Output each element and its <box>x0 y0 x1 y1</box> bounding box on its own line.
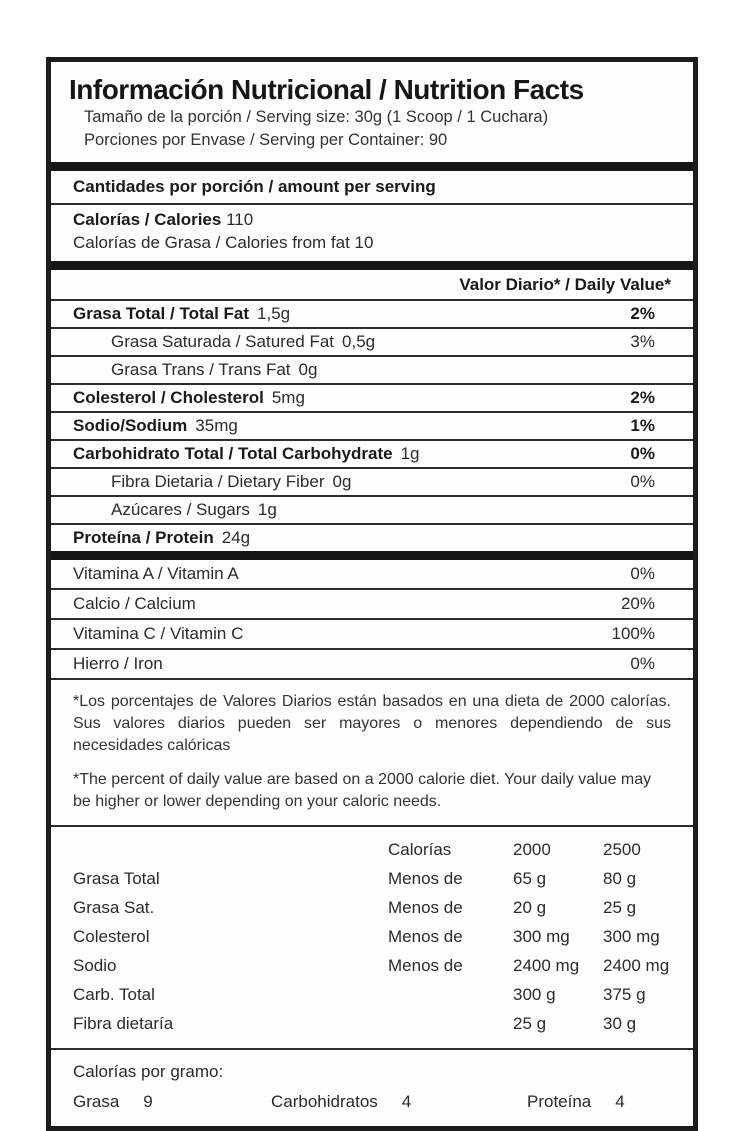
divider-bar-middle <box>51 261 693 270</box>
nutrient-amount: 1g <box>257 500 277 519</box>
nutrient-amount: 5mg <box>271 388 305 407</box>
nutrient-label-wrap <box>111 471 351 493</box>
reference-table <box>51 825 693 1048</box>
reference-table-row <box>73 922 673 951</box>
calories-per-gram-section <box>51 1048 693 1126</box>
footnotes <box>51 680 693 825</box>
nutrient-label: Grasa Trans / Trans Fat <box>111 360 291 379</box>
ref-cell-2500: 2400 mg <box>603 956 670 975</box>
nutrient-amount: 24g <box>221 528 251 547</box>
nutrient-label-wrap <box>111 499 277 521</box>
reference-table-row <box>73 864 673 893</box>
vitamin-label: Hierro / Iron <box>73 654 163 673</box>
vitamin-row <box>51 620 693 650</box>
nutrient-daily-value: 2% <box>630 388 655 407</box>
ref-cell-condition: Menos de <box>388 927 463 946</box>
ref-cell-2000: 25 g <box>513 1014 547 1033</box>
amount-per-serving-header: Cantidades por porción / amount per serving <box>51 171 693 205</box>
ref-header-calories: Calorías <box>388 840 452 859</box>
nutrient-daily-value: 1% <box>630 416 655 435</box>
ref-cell-2000: 2400 mg <box>513 956 580 975</box>
nutrient-label-wrap <box>111 331 375 353</box>
cpg-item-value: 4 <box>615 1092 625 1111</box>
vitamin-row <box>51 560 693 590</box>
nutrient-row <box>51 385 693 413</box>
cpg-item-value: 9 <box>143 1092 153 1111</box>
nutrient-label-wrap <box>73 443 419 465</box>
vitamin-table <box>51 560 693 680</box>
nutrient-row <box>51 441 693 469</box>
vitamin-label: Calcio / Calcium <box>73 594 196 613</box>
cpg-item-value: 4 <box>401 1092 412 1111</box>
nutrient-label: Grasa Total / Total Fat <box>73 304 250 323</box>
nutrient-label-wrap <box>73 527 250 549</box>
footnote-spanish: *Los porcentajes de Valores Diarios están basados en una dieta de 2000 calorías. Sus valores diarios pueden ser mayores o menores dependiendo de sus necesidades calóricas <box>73 693 671 754</box>
nutrient-daily-value: 0% <box>630 472 655 491</box>
ref-header-2000: 2000 <box>513 840 551 859</box>
nutrient-amount: 0g <box>332 472 352 491</box>
calories-line <box>73 208 673 231</box>
page-title: Información Nutricional / Nutrition Facts <box>69 74 584 105</box>
ref-cell-2500: 30 g <box>603 1014 637 1033</box>
ref-cell-2500: 300 mg <box>603 927 660 946</box>
nutrient-row <box>51 469 693 497</box>
nutrient-row <box>51 301 693 329</box>
nutrient-label-wrap <box>73 415 238 437</box>
ref-cell-2000: 300 g <box>513 985 556 1004</box>
ref-cell-condition <box>388 1009 513 1038</box>
nutrient-label-wrap <box>73 303 290 325</box>
ref-cell-condition: Menos de <box>388 956 463 975</box>
serving-size-line: Tamaño de la porción / Serving size: 30g (1 Scoop / 1 Cuchara) <box>84 108 549 126</box>
ref-cell-nutrient: Carb. Total <box>73 985 155 1004</box>
nutrient-label: Colesterol / Cholesterol <box>73 388 264 407</box>
reference-table-row <box>73 1009 673 1038</box>
footnote-english: *The percent of daily value are based on a 2000 calorie diet. Your daily value may be higher or lower depending on your caloric needs. <box>73 771 652 810</box>
nutrient-amount: 0g <box>298 360 318 379</box>
divider-bar-top <box>51 162 693 171</box>
daily-value-header: Valor Diario* / Daily Value* <box>51 270 693 301</box>
ref-cell-2500: 375 g <box>603 985 646 1004</box>
nutrient-amount: 1,5g <box>257 304 291 323</box>
reference-table-header-row <box>73 835 673 864</box>
calories-per-gram-item <box>73 1090 271 1113</box>
nutrient-daily-value: 3% <box>630 332 655 351</box>
cpg-item-label: Proteína <box>527 1092 592 1111</box>
nutrient-label-wrap <box>73 387 305 409</box>
nutrient-row <box>51 497 693 525</box>
vitamin-daily-value: 0% <box>630 654 655 673</box>
calories-per-gram-title: Calorías por gramo: <box>73 1062 224 1081</box>
reference-table-row <box>73 893 673 922</box>
vitamin-label: Vitamina A / Vitamin A <box>73 564 239 583</box>
ref-header-empty <box>73 835 388 864</box>
nutrient-label: Sodio/Sodium <box>73 416 188 435</box>
vitamin-daily-value: 100% <box>611 624 655 643</box>
ref-cell-condition <box>388 980 513 1009</box>
nutrient-label: Carbohidrato Total / Total Carbohydrate <box>73 444 393 463</box>
ref-cell-2000: 20 g <box>513 898 547 917</box>
calories-value: 110 <box>226 210 254 229</box>
nutrient-row <box>51 413 693 441</box>
ref-cell-nutrient: Grasa Total <box>73 869 160 888</box>
nutrient-daily-value: 2% <box>630 304 655 323</box>
reference-table-row <box>73 951 673 980</box>
ref-cell-condition: Menos de <box>388 898 463 917</box>
divider-bar-vitamins <box>51 551 693 560</box>
ref-cell-nutrient: Fibra dietaría <box>73 1014 174 1033</box>
nutrient-amount: 35mg <box>195 416 238 435</box>
vitamin-daily-value: 0% <box>630 564 655 583</box>
reference-table-row <box>73 980 673 1009</box>
calories-per-gram-row <box>73 1090 673 1113</box>
ref-cell-2000: 65 g <box>513 869 547 888</box>
ref-cell-nutrient: Colesterol <box>73 927 150 946</box>
nutrient-label: Grasa Saturada / Satured Fat <box>111 332 335 351</box>
vitamin-label: Vitamina C / Vitamin C <box>73 624 244 643</box>
nutrient-amount: 1g <box>400 444 420 463</box>
calories-per-gram-item <box>527 1090 625 1113</box>
vitamin-row <box>51 650 693 680</box>
nutrient-table <box>51 301 693 551</box>
ref-cell-condition: Menos de <box>388 869 463 888</box>
nutrient-label: Fibra Dietaria / Dietary Fiber <box>111 472 325 491</box>
calories-per-gram-item <box>271 1090 527 1113</box>
vitamin-row <box>51 590 693 620</box>
nutrient-amount: 0,5g <box>342 332 376 351</box>
calories-label: Calorías / Calories <box>73 210 222 229</box>
nutrient-daily-value: 0% <box>630 444 655 463</box>
nutrient-row <box>51 357 693 385</box>
nutrient-label: Proteína / Protein <box>73 528 214 547</box>
ref-cell-2500: 25 g <box>603 898 637 917</box>
calories-block <box>51 205 693 261</box>
ref-cell-nutrient: Sodio <box>73 956 117 975</box>
calories-from-fat-line: Calorías de Grasa / Calories from fat 10 <box>73 233 374 252</box>
cpg-item-label: Grasa <box>73 1092 120 1111</box>
servings-per-container-line: Porciones por Envase / Serving per Container: 90 <box>84 131 448 149</box>
nutrition-label <box>46 57 698 1131</box>
ref-header-2500: 2500 <box>603 840 641 859</box>
label-header <box>51 62 693 162</box>
nutrient-row <box>51 525 693 551</box>
nutrient-label-wrap <box>111 359 317 381</box>
ref-cell-nutrient: Grasa Sat. <box>73 898 155 917</box>
vitamin-daily-value: 20% <box>620 594 655 613</box>
cpg-item-label: Carbohidratos <box>271 1092 378 1111</box>
nutrient-row <box>51 329 693 357</box>
ref-cell-2000: 300 mg <box>513 927 570 946</box>
nutrient-label: Azúcares / Sugars <box>111 500 250 519</box>
ref-cell-2500: 80 g <box>603 869 637 888</box>
